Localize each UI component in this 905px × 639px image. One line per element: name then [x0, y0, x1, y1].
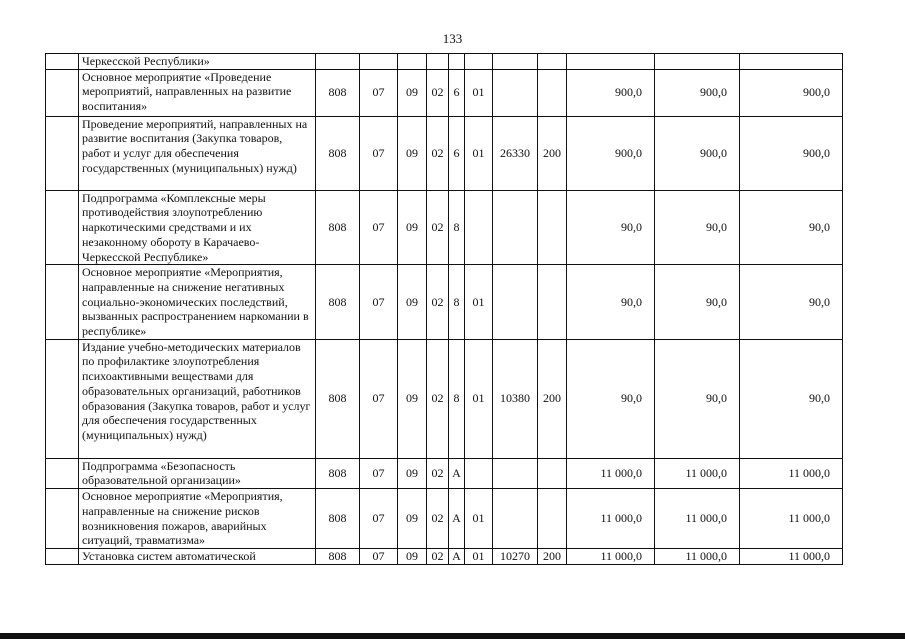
subsection-code-cell: 09: [398, 116, 427, 190]
amount-year-3-cell: 90,0: [740, 265, 843, 340]
measure-code-cell: [465, 458, 493, 488]
amount-year-3-cell: 90,0: [740, 190, 843, 265]
expense-type-code-cell: [538, 190, 567, 265]
subprogram-code-cell: А: [449, 489, 465, 549]
amount-year-2-cell: 11 000,0: [655, 549, 740, 565]
scan-bottom-edge: [0, 633, 905, 639]
amount-year-3-cell: 11 000,0: [740, 489, 843, 549]
section-code-cell: 07: [360, 458, 398, 488]
table-row: [46, 549, 843, 565]
amount-year-2-cell: 900,0: [655, 116, 740, 190]
expense-type-code-cell: [538, 54, 567, 70]
subsection-code-cell: 09: [398, 190, 427, 265]
expense-type-code-cell: [538, 69, 567, 116]
table-row: [46, 265, 843, 340]
subprogram-code-cell: А: [449, 549, 465, 565]
amount-year-3-cell: 900,0: [740, 69, 843, 116]
program-code-cell: 02: [427, 69, 449, 116]
page-number: 133: [442, 31, 463, 46]
section-code-cell: [360, 54, 398, 70]
amount-year-2-cell: [655, 54, 740, 70]
direction-code-cell: [493, 54, 538, 70]
amount-year-1-cell: 11 000,0: [567, 549, 655, 565]
amount-year-1-cell: 900,0: [567, 69, 655, 116]
expense-type-code-cell: 200: [538, 116, 567, 190]
amount-year-2-cell: 900,0: [655, 69, 740, 116]
program-code-cell: 02: [427, 458, 449, 488]
subsection-code-cell: 09: [398, 489, 427, 549]
section-code-cell: 07: [360, 489, 398, 549]
subsection-code-cell: 09: [398, 339, 427, 458]
measure-code-cell: [465, 190, 493, 265]
admin-code-cell: 808: [316, 190, 360, 265]
program-code-cell: 02: [427, 489, 449, 549]
direction-code-cell: [493, 265, 538, 340]
table-row: [46, 489, 843, 549]
subsection-code-cell: [398, 54, 427, 70]
direction-code-cell: [493, 489, 538, 549]
program-code-cell: 02: [427, 339, 449, 458]
expense-type-code-cell: [538, 458, 567, 488]
admin-code-cell: [316, 54, 360, 70]
subprogram-code-cell: А: [449, 458, 465, 488]
budget-table: [45, 53, 843, 565]
expense-type-code-cell: 200: [538, 549, 567, 565]
row-index-cell: [46, 549, 79, 565]
amount-year-1-cell: 90,0: [567, 190, 655, 265]
subsection-code-cell: 09: [398, 265, 427, 340]
amount-year-2-cell: 11 000,0: [655, 489, 740, 549]
subprogram-code-cell: 8: [449, 265, 465, 340]
item-name-cell: Основное мероприятие «Мероприятия, направленные на снижение рисков возникновения пожаров, аварийных ситуаций, травматизма»: [79, 489, 316, 549]
expense-type-code-cell: [538, 489, 567, 549]
measure-code-cell: 01: [465, 489, 493, 549]
section-code-cell: 07: [360, 190, 398, 265]
amount-year-1-cell: 11 000,0: [567, 489, 655, 549]
admin-code-cell: 808: [316, 69, 360, 116]
amount-year-1-cell: 90,0: [567, 265, 655, 340]
amount-year-1-cell: 11 000,0: [567, 458, 655, 488]
subprogram-code-cell: 6: [449, 116, 465, 190]
row-index-cell: [46, 69, 79, 116]
row-index-cell: [46, 339, 79, 458]
amount-year-1-cell: 90,0: [567, 339, 655, 458]
subprogram-code-cell: 6: [449, 69, 465, 116]
direction-code-cell: [493, 69, 538, 116]
item-name-cell: Подпрограмма «Безопасность образовательной организации»: [79, 458, 316, 488]
row-index-cell: [46, 54, 79, 70]
admin-code-cell: 808: [316, 339, 360, 458]
direction-code-cell: [493, 458, 538, 488]
direction-code-cell: [493, 190, 538, 265]
table-row: [46, 116, 843, 190]
item-name-cell: Установка систем автоматической: [79, 549, 316, 565]
row-index-cell: [46, 116, 79, 190]
measure-code-cell: 01: [465, 265, 493, 340]
subprogram-code-cell: 8: [449, 190, 465, 265]
amount-year-2-cell: 11 000,0: [655, 458, 740, 488]
program-code-cell: 02: [427, 116, 449, 190]
measure-code-cell: 01: [465, 116, 493, 190]
row-index-cell: [46, 458, 79, 488]
subsection-code-cell: 09: [398, 458, 427, 488]
table-row: [46, 339, 843, 458]
admin-code-cell: 808: [316, 116, 360, 190]
amount-year-3-cell: 90,0: [740, 339, 843, 458]
expense-type-code-cell: 200: [538, 339, 567, 458]
item-name-cell: Черкесской Республики»: [79, 54, 316, 70]
amount-year-1-cell: 900,0: [567, 116, 655, 190]
row-index-cell: [46, 265, 79, 340]
measure-code-cell: 01: [465, 549, 493, 565]
amount-year-3-cell: [740, 54, 843, 70]
section-code-cell: 07: [360, 116, 398, 190]
table-row: [46, 458, 843, 488]
program-code-cell: [427, 54, 449, 70]
item-name-cell: Подпрограмма «Комплексные меры противодействия злоупотреблению наркотическими средствами и их незаконному обороту в Карачаево-Черкесской Республике»: [79, 190, 316, 265]
table-row: [46, 190, 843, 265]
item-name-cell: Основное мероприятие «Проведение мероприятий, направленных на развитие воспитания»: [79, 69, 316, 116]
measure-code-cell: 01: [465, 69, 493, 116]
table-row: [46, 54, 843, 70]
section-code-cell: 07: [360, 549, 398, 565]
measure-code-cell: [465, 54, 493, 70]
subsection-code-cell: 09: [398, 69, 427, 116]
direction-code-cell: 10380: [493, 339, 538, 458]
row-index-cell: [46, 489, 79, 549]
section-code-cell: 07: [360, 339, 398, 458]
item-name-cell: Основное мероприятие «Мероприятия, направленные на снижение негативных социально-экономических последствий, вызванных распространением наркомании в республике»: [79, 265, 316, 340]
direction-code-cell: 26330: [493, 116, 538, 190]
row-index-cell: [46, 190, 79, 265]
table-row: [46, 69, 843, 116]
table-body: [46, 54, 843, 565]
measure-code-cell: 01: [465, 339, 493, 458]
subprogram-code-cell: 8: [449, 339, 465, 458]
section-code-cell: 07: [360, 265, 398, 340]
section-code-cell: 07: [360, 69, 398, 116]
amount-year-2-cell: 90,0: [655, 265, 740, 340]
amount-year-1-cell: [567, 54, 655, 70]
direction-code-cell: 10270: [493, 549, 538, 565]
program-code-cell: 02: [427, 265, 449, 340]
amount-year-2-cell: 90,0: [655, 339, 740, 458]
amount-year-3-cell: 900,0: [740, 116, 843, 190]
program-code-cell: 02: [427, 190, 449, 265]
admin-code-cell: 808: [316, 489, 360, 549]
admin-code-cell: 808: [316, 549, 360, 565]
program-code-cell: 02: [427, 549, 449, 565]
amount-year-3-cell: 11 000,0: [740, 458, 843, 488]
admin-code-cell: 808: [316, 265, 360, 340]
item-name-cell: Издание учебно-методических материалов по профилактике злоупотребления психоактивными веществами для образовательных организаций, работников образования (Закупка товаров, работ и услуг для обеспечения государственных (муниципальных) нужд): [79, 339, 316, 458]
item-name-cell: Проведение мероприятий, направленных на развитие воспитания (Закупка товаров, работ и услуг для обеспечения государственных (муниципальных) нужд): [79, 116, 316, 190]
admin-code-cell: 808: [316, 458, 360, 488]
amount-year-2-cell: 90,0: [655, 190, 740, 265]
subprogram-code-cell: [449, 54, 465, 70]
subsection-code-cell: 09: [398, 549, 427, 565]
amount-year-3-cell: 11 000,0: [740, 549, 843, 565]
expense-type-code-cell: [538, 265, 567, 340]
